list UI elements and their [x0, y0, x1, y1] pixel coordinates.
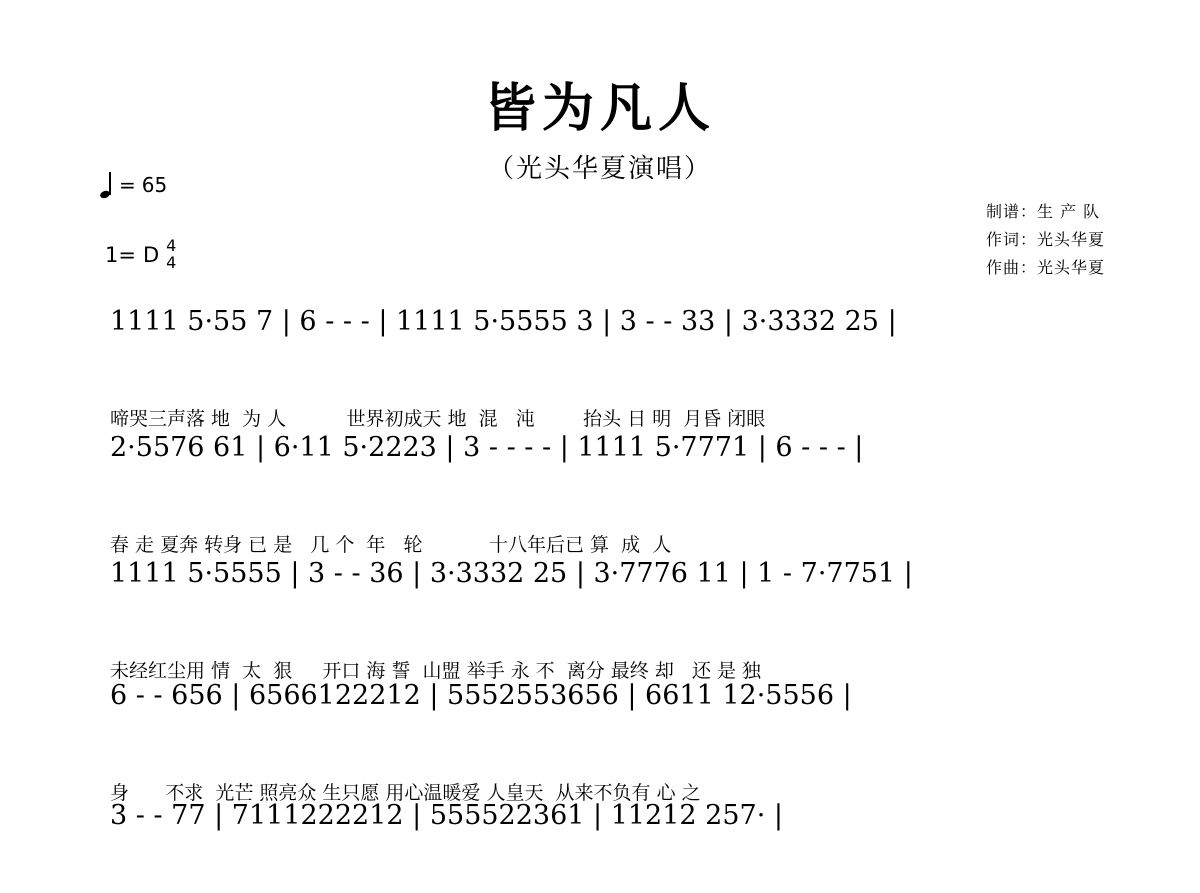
- notation-line: 1111 5·5555 | 3 - - 36 | 3·3332 25 | 3·7776 11 | 1 - 7·7751 |: [110, 558, 913, 589]
- system-2-notes: [0, 432, 1200, 478]
- key-label: 1=: [105, 242, 136, 267]
- tempo-value: 65: [141, 173, 168, 197]
- notation-line: 2·5576 61 | 6·11 5·2223 | 3 - - - - | 1111 5·7771 | 6 - - - |: [110, 432, 864, 463]
- lyrics-line: 未经红尘用 情 太 狠 开口 海 誓 山盟 举手 永 不 离分 最终 却 还 是 独: [110, 660, 762, 682]
- notation-line: 6 - - 656 | 6566122212 | 5552553656 | 6611 12·5556 |: [110, 680, 852, 711]
- credit-lyricist: 作词：光头华夏: [985, 230, 1105, 249]
- system-4-notes: [0, 680, 1200, 726]
- time-signature: [166, 238, 176, 272]
- system-5-notes: [0, 800, 1200, 846]
- system-2: [0, 432, 1200, 556]
- system-1: [0, 306, 1200, 430]
- system-1-notes: [0, 306, 1200, 352]
- tempo-marking: [100, 172, 167, 198]
- tempo-equals: =: [119, 173, 136, 197]
- lyrics-line: 啼哭三声落 地 为 人 世界初成天 地 混 沌 抬头 日 明 月昏 闭眼: [110, 408, 766, 430]
- notation-line: 3 - - 77 | 7111222212 | 555522361 | 11212 257· |: [110, 800, 783, 831]
- credit-arranger: 制谱：生 产 队: [985, 202, 1101, 221]
- performer-subtitle: （光头华夏演唱）: [487, 154, 712, 184]
- quarter-note-icon: [100, 172, 113, 198]
- time-signature-numerator: 4: [166, 236, 177, 255]
- page-title: 皆为凡人: [483, 79, 716, 139]
- system-3-notes: [0, 558, 1200, 604]
- lyrics-line: 春 走 夏奔 转身 已 是 几 个 年 轮 十八年后已 算 成 人: [110, 534, 672, 556]
- credits: [986, 198, 1105, 282]
- credit-composer: 作曲：光头华夏: [985, 258, 1105, 277]
- system-4: [0, 680, 1200, 804]
- time-signature-denominator: 4: [166, 252, 177, 272]
- system-3: [0, 558, 1200, 682]
- key-signature: [105, 238, 176, 272]
- lyrics-line: 身 不求 光芒 照亮众 生只愿 用心温暖爱 人皇天 从来不负有 心 之: [110, 782, 701, 804]
- notation-line: 1111 5·55 7 | 6 - - - | 1111 5·5555 3 | 3 - - 33 | 3·3332 25 |: [110, 306, 897, 337]
- system-5: [0, 800, 1200, 846]
- key-value: D: [142, 242, 160, 267]
